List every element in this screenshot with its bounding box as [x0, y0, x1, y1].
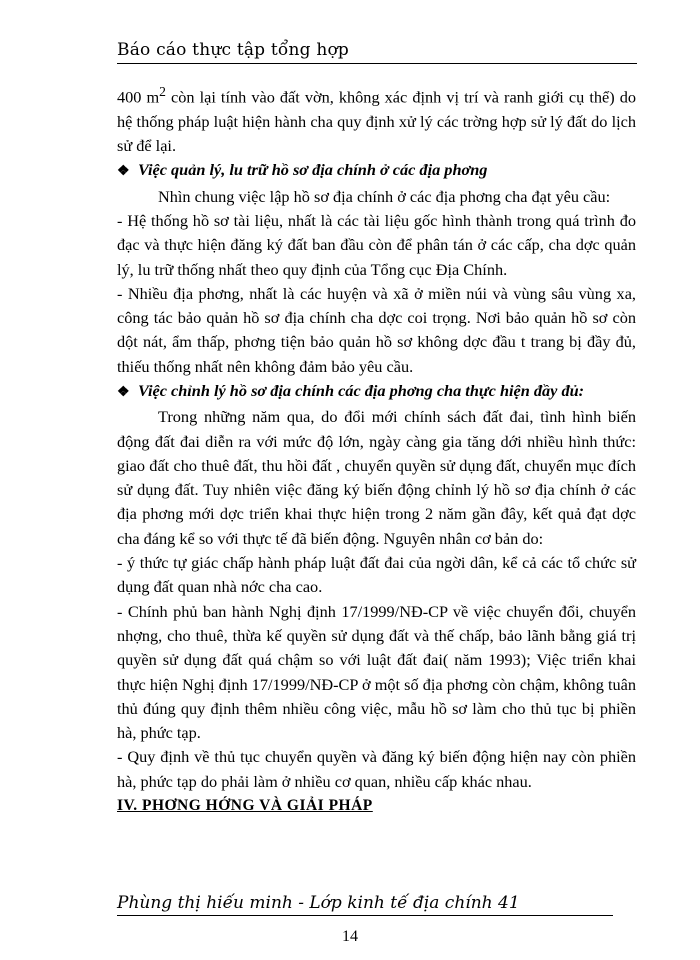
page-footer: Phùng thị hiếu minh - Lớp kinh tế địa chính 41 — [117, 893, 613, 916]
bullet-heading: ❖ Việc chỉnh lý hồ sơ địa chính các địa phơng cha thực hiện đầy đủ: — [117, 379, 636, 405]
paragraph: - Chính phủ ban hành Nghị định 17/1999/NĐ-CP về việc chuyển đổi, chuyển nhợng, cho thuê, thừa kế quyền sử dụng đất và thế chấp, bảo lãnh bằng giá trị quyền sử dụng đất quá chậm so với luật đất đai( năm 1993); Việc triển khai thực hiện Nghị định 17/1999/NĐ-CP ở một số địa phơng còn chậm, không tuân thủ đúng quy định thêm nhiều công việc, mẫu hồ sơ làm cho thủ tục bị phiền hà, phức tạp. — [117, 601, 636, 743]
diamond-bullet-icon: ❖ — [117, 164, 130, 180]
paragraph: Trong những năm qua, do đổi mới chính sách đất đai, tình hình biến động đất đai diễn ra với mức độ lớn, ngày càng gia tăng dới nhiều hình thức: giao đất cho thuê đất, thu hồi đất , chuyển quyền sử dụng đất, chuyển mục đích sử dụng đất. Tuy nhiên việc đăng ký biến động chỉnh lý hồ sơ địa chính ở các địa phơng mới dợc triển khai thực hiện trong 2 năm gần đây, kết quả đạt dợc cha đáng kể so với thực tế đã biến động. Nguyên nhân cơ bản do: — [117, 407, 636, 548]
diamond-bullet-icon: ❖ — [117, 384, 130, 400]
bullet-heading: ❖ Việc quản lý, lu trữ hồ sơ địa chính ở các địa phơng — [117, 158, 636, 184]
page-number: 14 — [342, 928, 358, 945]
paragraph: Nhìn chung việc lập hồ sơ địa chính ở các địa phơng cha đạt yêu cầu: — [158, 186, 611, 206]
section-heading: IV. PHƠNG HỚNG VÀ GIẢI PHÁP — [117, 797, 373, 815]
page-header: Báo cáo thực tập tổng hợp — [117, 40, 637, 64]
paragraph: - Hệ thống hồ sơ tài liệu, nhất là các tài liệu gốc hình thành trong quá trình đo đạc và thực hiện đăng ký đất ban đầu còn để phân tán ở các cấp, cha dợc quản lý, lu trữ thống nhất theo quy định của Tổng cục Địa Chính. — [117, 210, 636, 279]
paragraph: - Nhiều địa phơng, nhất là các huyện và xã ở miền núi và vùng sâu vùng xa, công tác bảo quản hồ sơ địa chính cha dợc coi trọng. Nơi bảo quản hồ sơ còn dột nát, ẩm thấp, phơng tiện bảo quản hồ sơ không dợc đầu t trang bị đầy đủ, thiếu thống nhất nên không đảm bảo yêu cầu. — [117, 283, 636, 376]
paragraph: - ý thức tự giác chấp hành pháp luật đất đai của ngời dân, kể cả các tổ chức sử dụng đất quan nhà nớc cha cao. — [117, 553, 636, 597]
paragraph: 400 $m^2$ còn lại tính vào đất vờn, không xác định vị trí và ranh giới cụ thể) do hệ thống pháp luật hiện hành cha quy định xử lý các trờng hợp sử lý đất do lịch sử để lại. — [117, 84, 636, 156]
document-body — [117, 80, 636, 818]
paragraph: - Quy định về thủ tục chuyển quyền và đăng ký biến động hiện nay còn phiền hà, phức tạp do phải làm ở nhiều cơ quan, nhiều cấp khác nhau. — [117, 747, 636, 791]
